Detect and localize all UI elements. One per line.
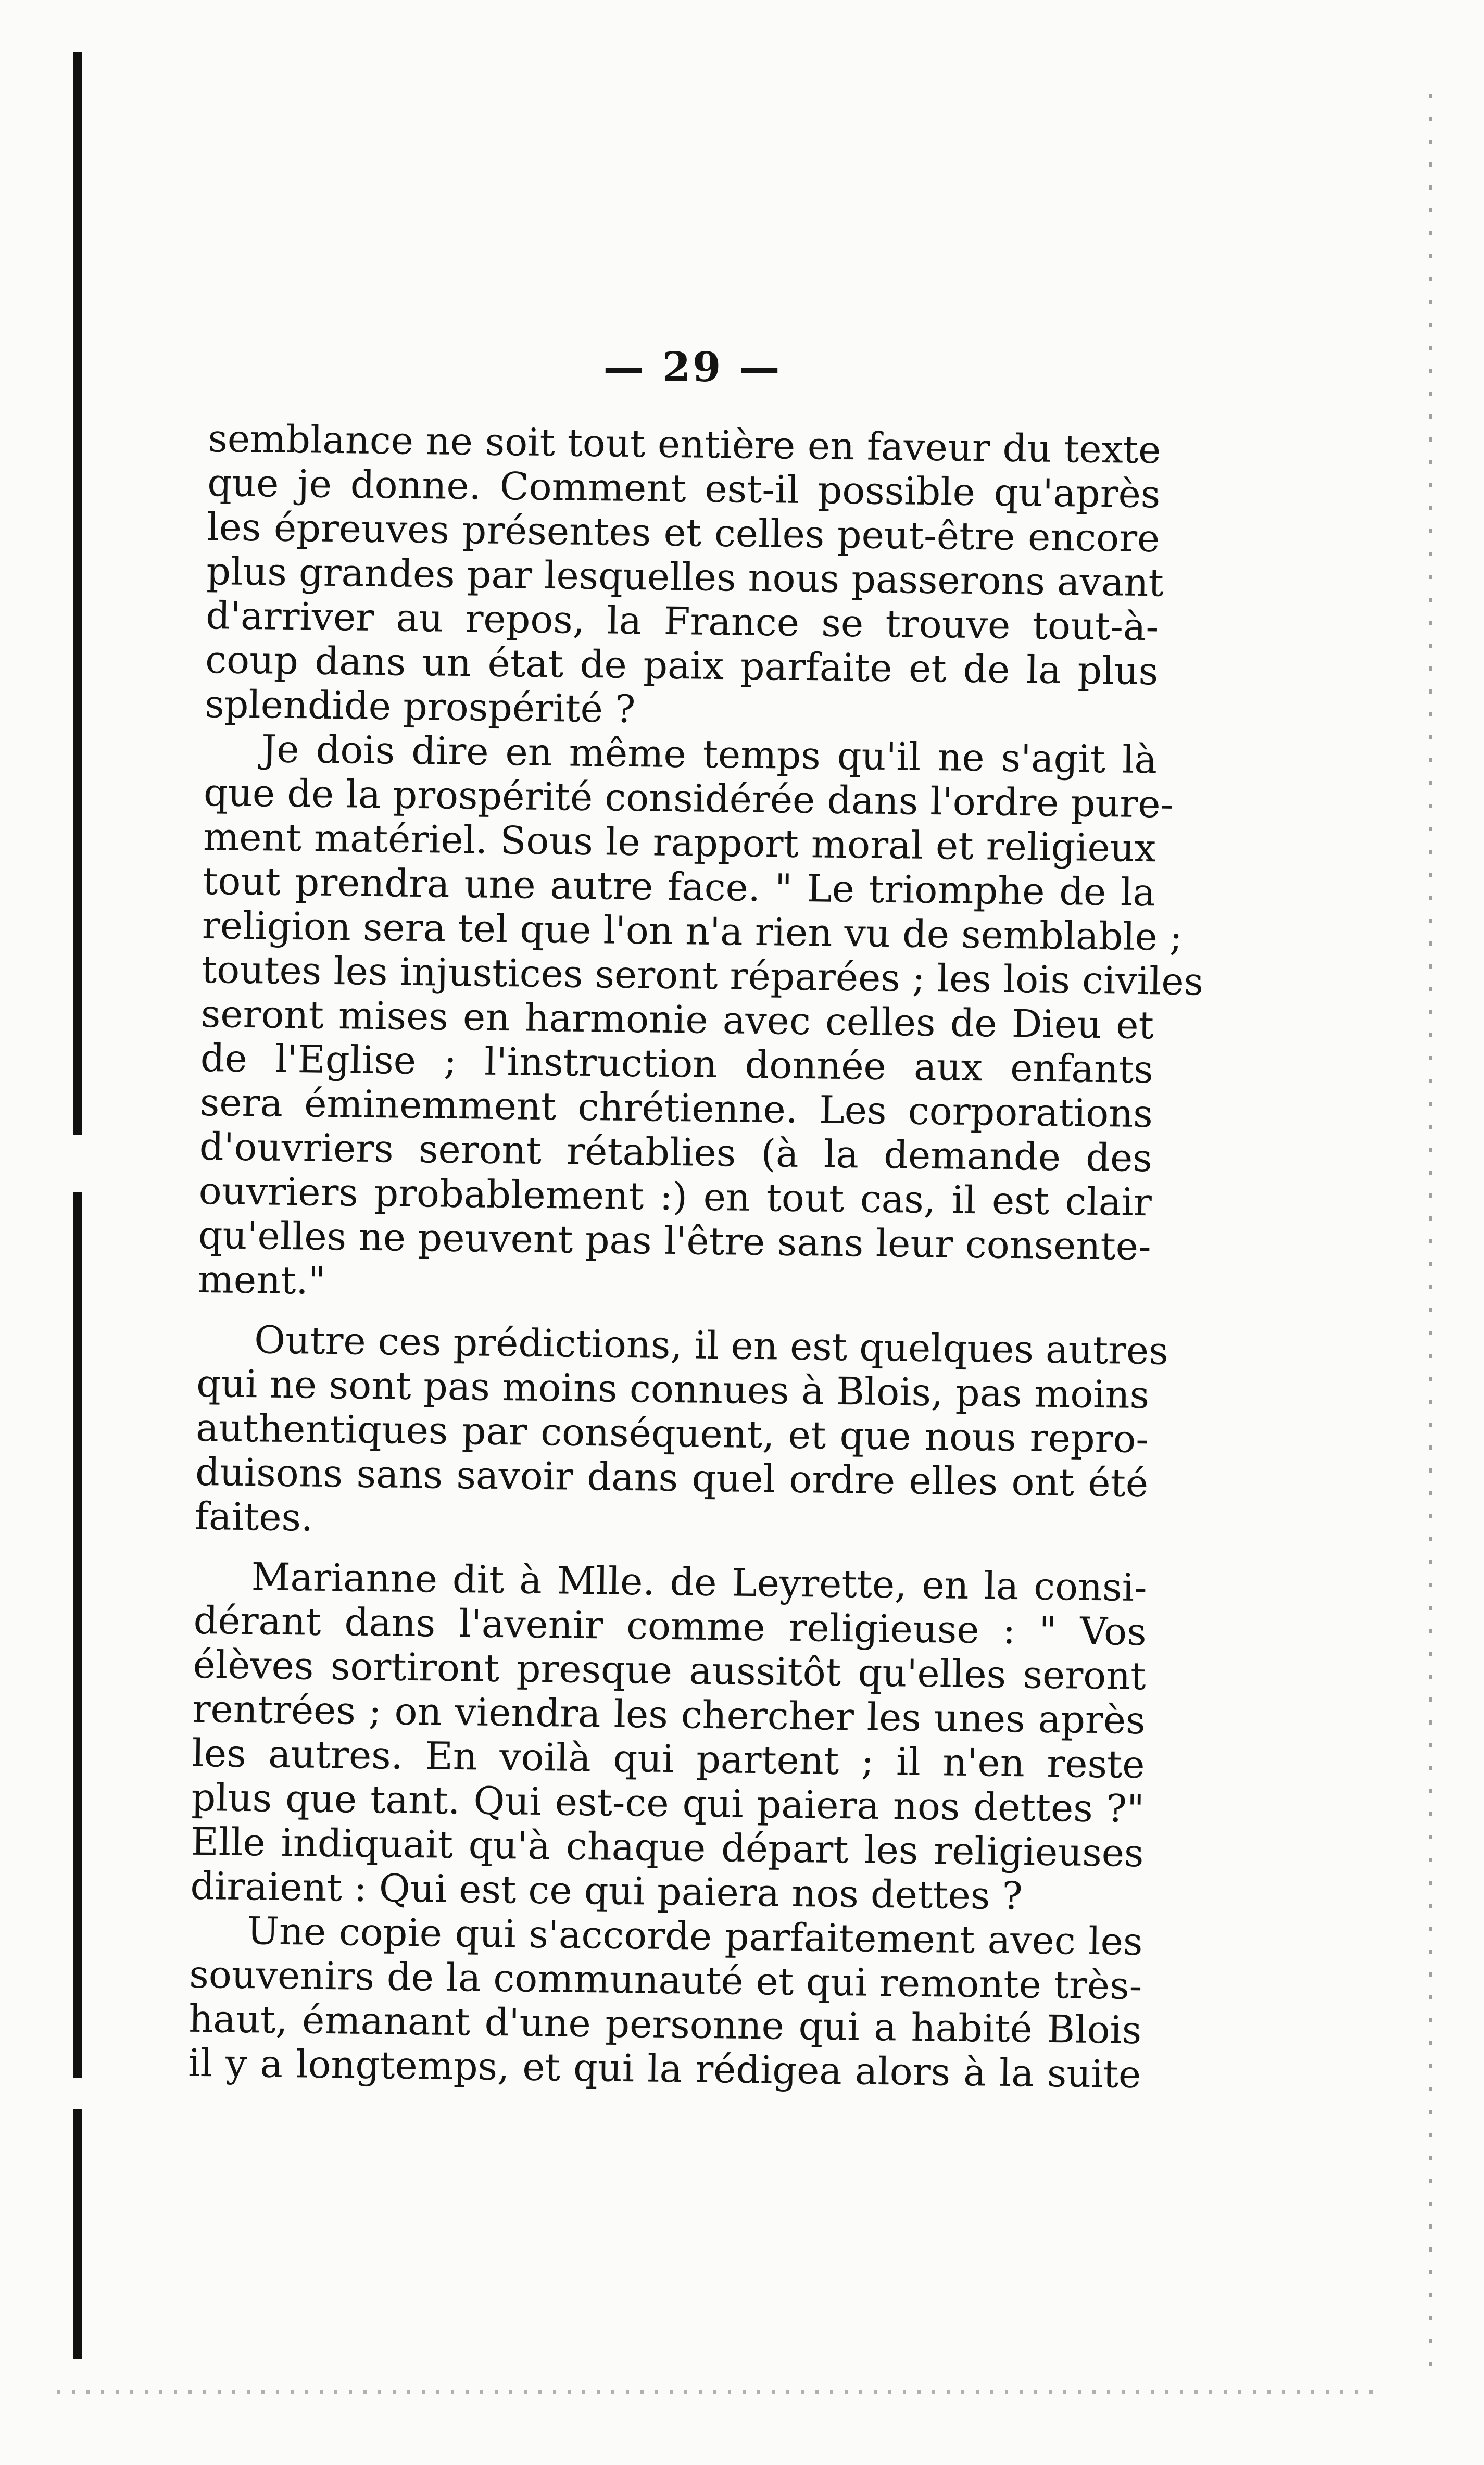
text-line: haut, émanant d'une personne qui a habité Blois <box>188 1996 1142 2053</box>
text-line: les épreuves présentes et celles peut-être encore <box>206 505 1160 561</box>
binding-edge-gap <box>71 2078 84 2109</box>
text-line: Elle indiquait qu'à chaque départ les religieuses <box>191 1819 1144 1876</box>
text-line: plus que tant. Qui est-ce qui paiera nos dettes ?" <box>191 1775 1145 1832</box>
text-line: splendide prospérité ? <box>204 682 636 732</box>
text-line: diraient : Qui est ce qui paiera nos dettes ? <box>190 1864 1023 1919</box>
text-line: sera éminemment chrétienne. Les corporations <box>199 1080 1153 1137</box>
text-line: les autres. En voilà qui partent ; il n'en reste <box>192 1731 1146 1788</box>
text-line: rentrées ; on viendra les chercher les unes après <box>192 1687 1146 1743</box>
paragraph <box>188 1908 1143 2097</box>
text-line: ment matériel. Sous le rapport moral et religieux <box>203 814 1156 871</box>
text-line: authentiques par conséquent, et que nous repro- <box>195 1405 1149 1462</box>
text-line: coup dans un état de paix parfaite et de la plus <box>205 637 1159 694</box>
text-line: Marianne dit à Mlle. de Leyrette, en la consi- <box>251 1555 1148 1611</box>
text-line: élèves sortiront presque aussitôt qu'elles seront <box>193 1642 1147 1699</box>
text-line: d'ouvriers seront rétablies (à la demande des <box>199 1124 1153 1181</box>
text-line: que je donne. Comment est-il possible qu'après <box>207 460 1161 517</box>
text-line: tout prendra une autre face. " Le triomphe de la <box>202 859 1156 915</box>
text-line: qu'elles ne peuvent pas l'être sans leur consente- <box>198 1213 1152 1269</box>
text-line: d'arriver au repos, la France se trouve tout-à- <box>205 593 1159 650</box>
body-text <box>187 417 1204 2097</box>
text-line: de l'Eglise ; l'instruction donnée aux enfants <box>200 1036 1154 1092</box>
text-line: duisons sans savoir dans quel ordre elles ont été <box>195 1450 1149 1506</box>
text-line: Outre ces prédictions, il en est quelques autres <box>254 1318 1169 1374</box>
text-line: dérant dans l'avenir comme religieuse : " Vos <box>193 1598 1147 1655</box>
text-line: toutes les injustices seront réparées ; les lois civiles <box>201 947 1204 1004</box>
page-edge-bottom <box>57 2390 1380 2394</box>
text-line: religion sera tel que l'on n'a rien vu de semblable ; <box>202 903 1183 960</box>
text-line: semblance ne soit tout entière en faveur du texte <box>207 417 1161 473</box>
text-line: que de la prospérité considérée dans l'ordre pure- <box>203 770 1174 827</box>
text-line: seront mises en harmonie avec celles de Dieu et <box>200 991 1154 1048</box>
page-number: — 29 — <box>603 344 782 391</box>
page-edge-right <box>1429 94 1432 2374</box>
text-line: il y a longtemps, et qui la rédigea alors à la suite <box>187 2041 1141 2097</box>
paragraph <box>197 726 1204 1313</box>
text-line: Une copie qui s'accorde parfaitement avec les <box>246 1909 1143 1965</box>
paragraph <box>190 1554 1147 1920</box>
text-line: souvenirs de la communauté et qui remonte très- <box>188 1952 1142 2009</box>
paragraph <box>194 1317 1169 1550</box>
text-line: ouvriers probablement :) en tout cas, il est clair <box>198 1168 1152 1225</box>
text-line: plus grandes par lesquelles nous passerons avant <box>206 549 1164 606</box>
binding-edge <box>73 52 82 2359</box>
paragraph <box>204 417 1164 738</box>
binding-edge-gap <box>71 1135 84 1192</box>
text-line: qui ne sont pas moins connues à Blois, pas moins <box>196 1361 1150 1418</box>
text-line: ment." <box>197 1257 326 1303</box>
text-line: Je dois dire en même temps qu'il ne s'agit là <box>261 727 1158 783</box>
text-line: faites. <box>194 1494 313 1540</box>
